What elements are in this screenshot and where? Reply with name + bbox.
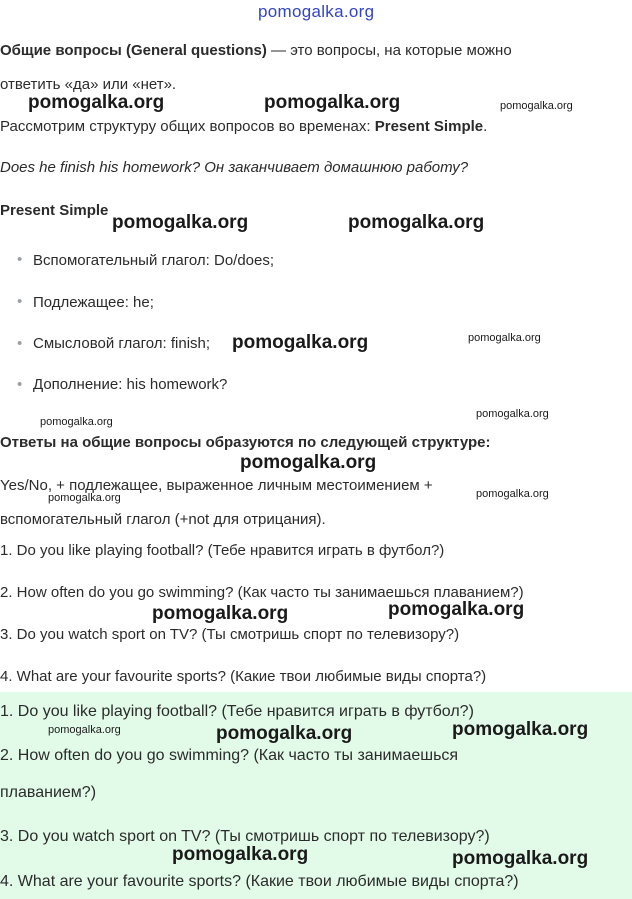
watermark: pomogalka.org — [28, 92, 165, 113]
intro-term: Общие вопросы (General questions) — [0, 42, 267, 59]
structure-tense: Present Simple — [374, 118, 484, 135]
intro-line-2: ответить «да» или «нет». — [0, 76, 177, 93]
answer-item: 2. How often do you go swimming? (Как часто ты занимаешься — [0, 747, 459, 764]
answer-item: 4. What are your favourite sports? (Какие твои любимые виды спорта?) — [0, 873, 519, 890]
watermark: pomogalka.org — [388, 599, 525, 620]
question-item: 3. Do you watch sport on TV? (Ты смотришь спорт по телевизору?) — [0, 626, 460, 643]
intro-paragraph — [0, 42, 512, 59]
watermark: pomogalka.org — [40, 416, 113, 428]
watermark: pomogalka.org — [240, 452, 377, 473]
watermark: pomogalka.org — [476, 408, 549, 420]
bullet-item: Вспомогательный глагол: Do/does; — [33, 252, 275, 269]
watermark: pomogalka.org — [48, 492, 121, 504]
site-header: pomogalka.org — [258, 2, 375, 21]
watermark: pomogalka.org — [476, 488, 549, 500]
bullet-item: Подлежащее: he; — [33, 294, 154, 311]
answer-item: 3. Do you watch sport on TV? (Ты смотришь спорт по телевизору?) — [0, 828, 490, 845]
watermark: pomogalka.org — [172, 844, 309, 865]
section-title-text: Present Simple — [0, 202, 109, 219]
watermark: pomogalka.org — [264, 92, 401, 113]
answer-item: 1. Do you like playing football? (Тебе нравится играть в футбол?) — [0, 703, 474, 720]
watermark: pomogalka.org — [468, 332, 541, 344]
answers-title — [0, 434, 491, 451]
answers-rule-line-2: вспомогательный глагол (+not для отрицания). — [0, 511, 326, 528]
example-sentence: Does he finish his homework? Он заканчивает домашнюю работу? — [0, 159, 469, 176]
intro-rest: — это вопросы, на которые можно — [266, 42, 512, 59]
structure-line — [0, 118, 487, 135]
watermark: pomogalka.org — [216, 723, 353, 744]
watermark: pomogalka.org — [452, 848, 589, 869]
answers-rule-line-1: Yes/No, + подлежащее, выраженное личным местоимением + — [0, 477, 433, 494]
question-item: 1. Do you like playing football? (Тебе нравится играть в футбол?) — [0, 542, 445, 559]
bullet-dot: • — [17, 293, 23, 310]
bullet-dot: • — [17, 251, 23, 268]
watermark: pomogalka.org — [112, 212, 249, 233]
bullet-item: Дополнение: his homework? — [33, 376, 228, 393]
question-item: 4. What are your favourite sports? (Какие твои любимые виды спорта?) — [0, 668, 487, 685]
structure-end: . — [483, 118, 488, 135]
watermark: pomogalka.org — [48, 724, 121, 736]
watermark: pomogalka.org — [500, 100, 573, 112]
question-item: 2. How often do you go swimming? (Как часто ты занимаешься плаванием?) — [0, 584, 524, 601]
answers-title-text: Ответы на общие вопросы образуются по следующей структуре: — [0, 434, 491, 451]
watermark: pomogalka.org — [152, 603, 289, 624]
bullet-dot: • — [17, 376, 23, 393]
answer-item-continuation: плаванием?) — [0, 784, 97, 801]
watermark: pomogalka.org — [232, 332, 369, 353]
bullet-item: Смысловой глагол: finish; — [33, 335, 211, 352]
section-title — [0, 202, 108, 219]
bullet-dot: • — [17, 335, 23, 352]
watermark: pomogalka.org — [452, 719, 589, 740]
watermark: pomogalka.org — [348, 212, 485, 233]
structure-text: Рассмотрим структуру общих вопросов во временах: — [0, 118, 375, 135]
